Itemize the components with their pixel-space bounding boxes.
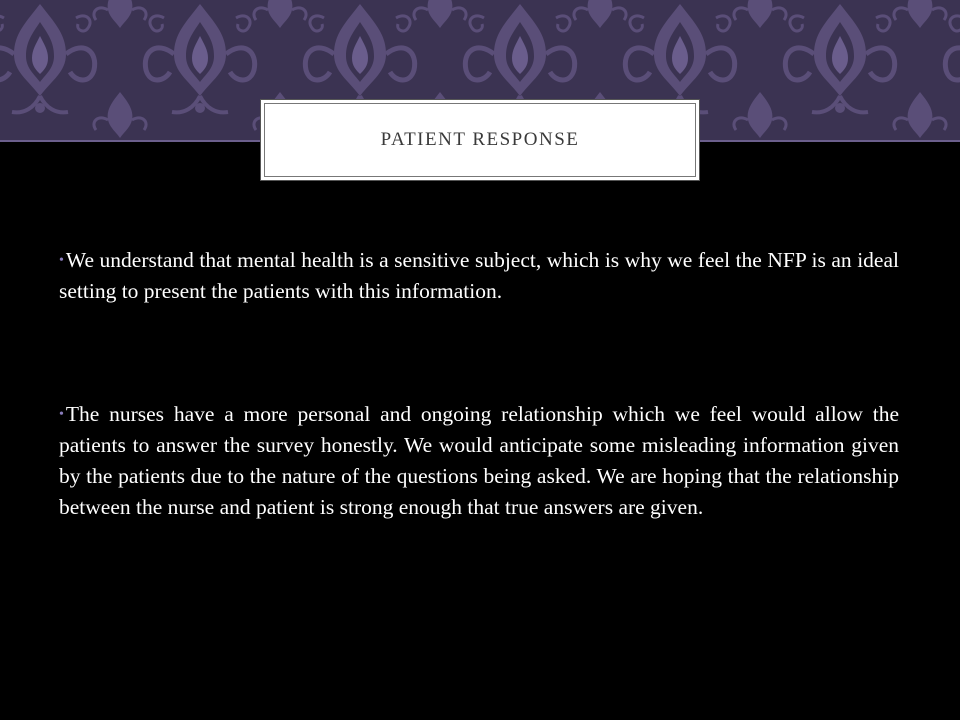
bullet-text: The nurses have a more personal and ongoing relationship which we feel would allow the patients to answer the survey honestly. We would anticipate some misleading information given by the patients due to the nature of the questions being asked. We are hoping that the relationship between the nurse and patient is strong enough that true answers are given. [59, 402, 899, 519]
bullet-text: We understand that mental health is a sensitive subject, which is why we feel the NFP is an ideal setting to present the patients with this information. [59, 248, 899, 303]
bullet-item [59, 245, 899, 307]
bullet-icon: • [59, 253, 64, 268]
slide-body [59, 245, 899, 523]
bullet-icon: • [59, 407, 64, 422]
bullet-item [59, 399, 899, 523]
slide-title: PATIENT RESPONSE [380, 129, 580, 150]
title-box [260, 99, 700, 181]
